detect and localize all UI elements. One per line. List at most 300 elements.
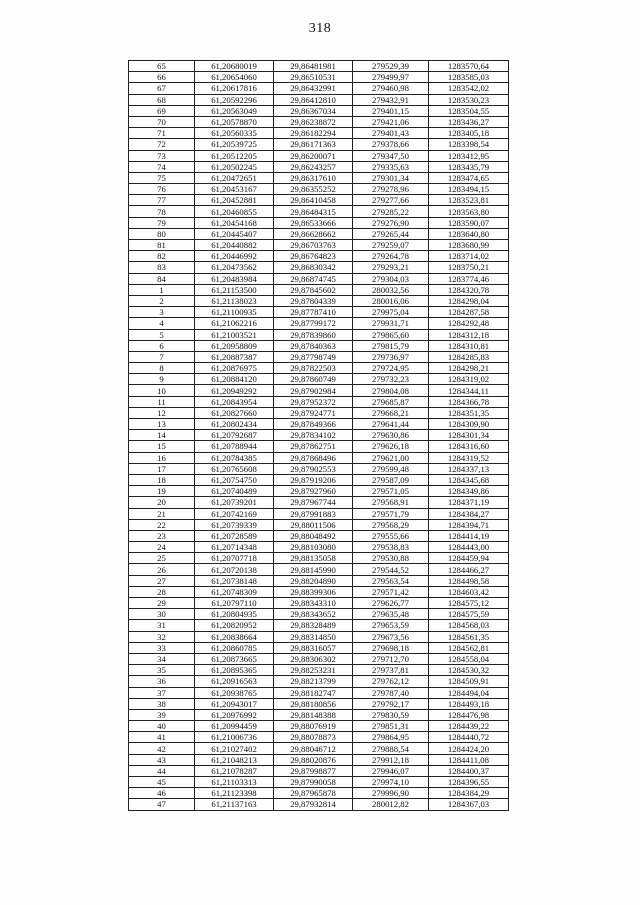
longitude-cell: 29,88135058	[274, 553, 353, 564]
y-coordinate-cell: 1284316,60	[429, 441, 509, 452]
table-row	[129, 72, 509, 83]
point-number-cell: 32	[129, 631, 195, 642]
longitude-cell: 29,88316057	[274, 642, 353, 653]
x-coordinate-cell: 279653,59	[353, 620, 429, 631]
y-coordinate-cell: 1283585,03	[429, 72, 509, 83]
x-coordinate-cell: 279555,66	[353, 530, 429, 541]
x-coordinate-cell: 279301,34	[353, 172, 429, 183]
y-coordinate-cell: 1283680,99	[429, 240, 509, 251]
table-row	[129, 128, 509, 139]
point-number-cell: 28	[129, 586, 195, 597]
point-number-cell: 34	[129, 653, 195, 664]
longitude-cell: 29,86830342	[274, 262, 353, 273]
longitude-cell: 29,87967744	[274, 497, 353, 508]
y-coordinate-cell: 1284351,35	[429, 407, 509, 418]
table-row	[129, 609, 509, 620]
point-number-cell: 66	[129, 72, 195, 83]
x-coordinate-cell: 279544,52	[353, 564, 429, 575]
latitude-cell: 61,20454168	[195, 217, 274, 228]
latitude-cell: 61,20502245	[195, 161, 274, 172]
point-number-cell: 23	[129, 530, 195, 541]
table-row	[129, 363, 509, 374]
longitude-cell: 29,86533666	[274, 217, 353, 228]
longitude-cell: 29,87822503	[274, 363, 353, 374]
point-number-cell: 65	[129, 61, 195, 72]
longitude-cell: 29,88306302	[274, 653, 353, 664]
point-number-cell: 69	[129, 105, 195, 116]
table-row	[129, 575, 509, 586]
point-number-cell: 79	[129, 217, 195, 228]
latitude-cell: 61,20958809	[195, 340, 274, 351]
longitude-cell: 29,87965878	[274, 788, 353, 799]
latitude-cell: 61,20483984	[195, 273, 274, 284]
longitude-cell: 29,87998877	[274, 765, 353, 776]
point-number-cell: 5	[129, 329, 195, 340]
longitude-cell: 29,87787410	[274, 307, 353, 318]
point-number-cell: 40	[129, 721, 195, 732]
longitude-cell: 29,87798749	[274, 351, 353, 362]
latitude-cell: 61,20740489	[195, 486, 274, 497]
latitude-cell: 61,20739339	[195, 519, 274, 530]
table-row	[129, 61, 509, 72]
y-coordinate-cell: 1284337,13	[429, 463, 509, 474]
x-coordinate-cell: 279276,90	[353, 217, 429, 228]
point-number-cell: 77	[129, 195, 195, 206]
longitude-cell: 29,87804339	[274, 295, 353, 306]
x-coordinate-cell: 279712,70	[353, 653, 429, 664]
table-row	[129, 262, 509, 273]
latitude-cell: 61,20473562	[195, 262, 274, 273]
latitude-cell: 61,20714348	[195, 542, 274, 553]
y-coordinate-cell: 1284371,19	[429, 497, 509, 508]
longitude-cell: 29,87799172	[274, 318, 353, 329]
y-coordinate-cell: 1284320,78	[429, 284, 509, 295]
point-number-cell: 78	[129, 206, 195, 217]
x-coordinate-cell: 279265,44	[353, 228, 429, 239]
longitude-cell: 29,86243257	[274, 161, 353, 172]
x-coordinate-cell: 279347,50	[353, 150, 429, 161]
table-row	[129, 195, 509, 206]
longitude-cell: 29,88328489	[274, 620, 353, 631]
longitude-cell: 29,87862751	[274, 441, 353, 452]
longitude-cell: 29,86317610	[274, 172, 353, 183]
x-coordinate-cell: 279912,18	[353, 754, 429, 765]
x-coordinate-cell: 279787,40	[353, 687, 429, 698]
x-coordinate-cell: 279851,31	[353, 721, 429, 732]
y-coordinate-cell: 1284509,91	[429, 676, 509, 687]
y-coordinate-cell: 1284367,03	[429, 799, 509, 810]
x-coordinate-cell: 279563,54	[353, 575, 429, 586]
longitude-cell: 29,86367034	[274, 105, 353, 116]
longitude-cell: 29,87849366	[274, 419, 353, 430]
latitude-cell: 61,20440882	[195, 240, 274, 251]
table-row	[129, 240, 509, 251]
y-coordinate-cell: 1284558,04	[429, 653, 509, 664]
table-row	[129, 139, 509, 150]
longitude-cell: 29,87839860	[274, 329, 353, 340]
longitude-cell: 29,86171363	[274, 139, 353, 150]
x-coordinate-cell: 279432,91	[353, 94, 429, 105]
point-number-cell: 82	[129, 251, 195, 262]
latitude-cell: 61,21123398	[195, 788, 274, 799]
point-number-cell: 44	[129, 765, 195, 776]
latitude-cell: 61,20792687	[195, 430, 274, 441]
latitude-cell: 61,21138023	[195, 295, 274, 306]
longitude-cell: 29,86238872	[274, 116, 353, 127]
table-row	[129, 598, 509, 609]
x-coordinate-cell: 279401,43	[353, 128, 429, 139]
point-number-cell: 7	[129, 351, 195, 362]
table-row	[129, 709, 509, 720]
latitude-cell: 61,20788944	[195, 441, 274, 452]
longitude-cell: 29,86481981	[274, 61, 353, 72]
y-coordinate-cell: 1283504,55	[429, 105, 509, 116]
x-coordinate-cell: 280032,56	[353, 284, 429, 295]
longitude-cell: 29,86432991	[274, 83, 353, 94]
longitude-cell: 29,87990058	[274, 777, 353, 788]
x-coordinate-cell: 279724,95	[353, 363, 429, 374]
longitude-cell: 29,86628662	[274, 228, 353, 239]
y-coordinate-cell: 1283436,27	[429, 116, 509, 127]
x-coordinate-cell: 279975,04	[353, 307, 429, 318]
point-number-cell: 13	[129, 419, 195, 430]
point-number-cell: 6	[129, 340, 195, 351]
x-coordinate-cell: 279946,07	[353, 765, 429, 776]
point-number-cell: 84	[129, 273, 195, 284]
point-number-cell: 12	[129, 407, 195, 418]
point-number-cell: 20	[129, 497, 195, 508]
x-coordinate-cell: 279571,79	[353, 508, 429, 519]
y-coordinate-cell: 1284411,08	[429, 754, 509, 765]
point-number-cell: 8	[129, 363, 195, 374]
latitude-cell: 61,20938765	[195, 687, 274, 698]
coordinates-table	[128, 60, 509, 811]
table-row	[129, 83, 509, 94]
x-coordinate-cell: 279864,95	[353, 732, 429, 743]
latitude-cell: 61,21137163	[195, 799, 274, 810]
table-row	[129, 754, 509, 765]
table-row	[129, 295, 509, 306]
y-coordinate-cell: 1284344,11	[429, 385, 509, 396]
y-coordinate-cell: 1284494,04	[429, 687, 509, 698]
point-number-cell: 25	[129, 553, 195, 564]
point-number-cell: 16	[129, 452, 195, 463]
y-coordinate-cell: 1284568,03	[429, 620, 509, 631]
y-coordinate-cell: 1283412,95	[429, 150, 509, 161]
y-coordinate-cell: 1284285,83	[429, 351, 509, 362]
y-coordinate-cell: 1283570,64	[429, 61, 509, 72]
x-coordinate-cell: 279685,87	[353, 396, 429, 407]
y-coordinate-cell: 1283750,21	[429, 262, 509, 273]
y-coordinate-cell: 1284394,71	[429, 519, 509, 530]
table-row	[129, 642, 509, 653]
latitude-cell: 61,20860785	[195, 642, 274, 653]
y-coordinate-cell: 1284562,81	[429, 642, 509, 653]
y-coordinate-cell: 1283435,79	[429, 161, 509, 172]
table-row	[129, 542, 509, 553]
x-coordinate-cell: 279277,66	[353, 195, 429, 206]
y-coordinate-cell: 1283640,80	[429, 228, 509, 239]
table-row	[129, 116, 509, 127]
longitude-cell: 29,88343652	[274, 609, 353, 620]
longitude-cell: 29,87860749	[274, 374, 353, 385]
longitude-cell: 29,87868496	[274, 452, 353, 463]
latitude-cell: 61,21153500	[195, 284, 274, 295]
latitude-cell: 61,20445407	[195, 228, 274, 239]
point-number-cell: 43	[129, 754, 195, 765]
latitude-cell: 61,20748309	[195, 586, 274, 597]
y-coordinate-cell: 1283774,46	[429, 273, 509, 284]
longitude-cell: 29,88048492	[274, 530, 353, 541]
x-coordinate-cell: 279599,48	[353, 463, 429, 474]
latitude-cell: 61,20994459	[195, 721, 274, 732]
table-row	[129, 385, 509, 396]
point-number-cell: 35	[129, 665, 195, 676]
point-number-cell: 15	[129, 441, 195, 452]
x-coordinate-cell: 279460,98	[353, 83, 429, 94]
latitude-cell: 61,20446992	[195, 251, 274, 262]
table-row	[129, 676, 509, 687]
table-row	[129, 340, 509, 351]
longitude-cell: 29,88046712	[274, 743, 353, 754]
point-number-cell: 46	[129, 788, 195, 799]
y-coordinate-cell: 1283530,23	[429, 94, 509, 105]
table-row	[129, 329, 509, 340]
latitude-cell: 61,20742169	[195, 508, 274, 519]
table-row	[129, 150, 509, 161]
longitude-cell: 29,88011506	[274, 519, 353, 530]
point-number-cell: 83	[129, 262, 195, 273]
x-coordinate-cell: 279401,15	[353, 105, 429, 116]
table-row	[129, 419, 509, 430]
point-number-cell: 30	[129, 609, 195, 620]
y-coordinate-cell: 1284575,12	[429, 598, 509, 609]
longitude-cell: 29,87845602	[274, 284, 353, 295]
latitude-cell: 61,20707718	[195, 553, 274, 564]
longitude-cell: 29,88314850	[274, 631, 353, 642]
table-row	[129, 474, 509, 485]
y-coordinate-cell: 1284603,42	[429, 586, 509, 597]
latitude-cell: 61,20843954	[195, 396, 274, 407]
x-coordinate-cell: 279762,12	[353, 676, 429, 687]
x-coordinate-cell: 279335,63	[353, 161, 429, 172]
latitude-cell: 61,20916563	[195, 676, 274, 687]
point-number-cell: 18	[129, 474, 195, 485]
point-number-cell: 76	[129, 184, 195, 195]
table-row	[129, 94, 509, 105]
page-number: 318	[308, 21, 332, 36]
y-coordinate-cell: 1284345,68	[429, 474, 509, 485]
point-number-cell: 27	[129, 575, 195, 586]
point-number-cell: 81	[129, 240, 195, 251]
y-coordinate-cell: 1284459,94	[429, 553, 509, 564]
latitude-cell: 61,20797110	[195, 598, 274, 609]
table-row	[129, 508, 509, 519]
table-row	[129, 172, 509, 183]
longitude-cell: 29,86764823	[274, 251, 353, 262]
y-coordinate-cell: 1284493,18	[429, 698, 509, 709]
table-row	[129, 217, 509, 228]
longitude-cell: 29,88399306	[274, 586, 353, 597]
longitude-cell: 29,87902984	[274, 385, 353, 396]
latitude-cell: 61,20512205	[195, 150, 274, 161]
table-row	[129, 441, 509, 452]
y-coordinate-cell: 1283590,07	[429, 217, 509, 228]
point-number-cell: 74	[129, 161, 195, 172]
point-number-cell: 24	[129, 542, 195, 553]
latitude-cell: 61,20578870	[195, 116, 274, 127]
table-row	[129, 307, 509, 318]
longitude-cell: 29,87834102	[274, 430, 353, 441]
y-coordinate-cell: 1284292,48	[429, 318, 509, 329]
x-coordinate-cell: 279587,09	[353, 474, 429, 485]
x-coordinate-cell: 279974,10	[353, 777, 429, 788]
longitude-cell: 29,88078873	[274, 732, 353, 743]
table-row	[129, 284, 509, 295]
longitude-cell: 29,86355252	[274, 184, 353, 195]
y-coordinate-cell: 1284400,37	[429, 765, 509, 776]
point-number-cell: 41	[129, 732, 195, 743]
y-coordinate-cell: 1284319,52	[429, 452, 509, 463]
point-number-cell: 21	[129, 508, 195, 519]
x-coordinate-cell: 279804,08	[353, 385, 429, 396]
latitude-cell: 61,20460855	[195, 206, 274, 217]
table-row	[129, 653, 509, 664]
x-coordinate-cell: 280012,82	[353, 799, 429, 810]
table-row	[129, 184, 509, 195]
y-coordinate-cell: 1284396,55	[429, 777, 509, 788]
table-row	[129, 530, 509, 541]
y-coordinate-cell: 1284384,27	[429, 508, 509, 519]
point-number-cell: 68	[129, 94, 195, 105]
longitude-cell: 29,86200071	[274, 150, 353, 161]
latitude-cell: 61,21100935	[195, 307, 274, 318]
point-number-cell: 1	[129, 284, 195, 295]
table-row	[129, 407, 509, 418]
table-row	[129, 273, 509, 284]
table-row	[129, 396, 509, 407]
point-number-cell: 19	[129, 486, 195, 497]
table-row	[129, 698, 509, 709]
latitude-cell: 61,20754750	[195, 474, 274, 485]
table-row	[129, 564, 509, 575]
x-coordinate-cell: 279530,88	[353, 553, 429, 564]
x-coordinate-cell: 279568,91	[353, 497, 429, 508]
y-coordinate-cell: 1284298,04	[429, 295, 509, 306]
table-row	[129, 788, 509, 799]
longitude-cell: 29,88253231	[274, 665, 353, 676]
point-number-cell: 67	[129, 83, 195, 94]
table-row	[129, 631, 509, 642]
y-coordinate-cell: 1284309,90	[429, 419, 509, 430]
latitude-cell: 61,20784385	[195, 452, 274, 463]
x-coordinate-cell: 279737,81	[353, 665, 429, 676]
x-coordinate-cell: 279293,21	[353, 262, 429, 273]
y-coordinate-cell: 1284440,72	[429, 732, 509, 743]
y-coordinate-cell: 1284575,59	[429, 609, 509, 620]
table-row	[129, 228, 509, 239]
table-row	[129, 732, 509, 743]
latitude-cell: 61,21062216	[195, 318, 274, 329]
table-row	[129, 318, 509, 329]
latitude-cell: 61,20738148	[195, 575, 274, 586]
longitude-cell: 29,86412810	[274, 94, 353, 105]
table-row	[129, 553, 509, 564]
latitude-cell: 61,20949292	[195, 385, 274, 396]
longitude-cell: 29,88180856	[274, 698, 353, 709]
longitude-cell: 29,86182294	[274, 128, 353, 139]
longitude-cell: 29,88182747	[274, 687, 353, 698]
latitude-cell: 61,20943017	[195, 698, 274, 709]
y-coordinate-cell: 1284561,35	[429, 631, 509, 642]
point-number-cell: 14	[129, 430, 195, 441]
point-number-cell: 38	[129, 698, 195, 709]
y-coordinate-cell: 1283494,15	[429, 184, 509, 195]
latitude-cell: 61,20895365	[195, 665, 274, 676]
table-row	[129, 497, 509, 508]
x-coordinate-cell: 279931,71	[353, 318, 429, 329]
latitude-cell: 61,20802434	[195, 419, 274, 430]
y-coordinate-cell: 1284530,32	[429, 665, 509, 676]
coordinates-table-body	[129, 61, 509, 811]
point-number-cell: 31	[129, 620, 195, 631]
y-coordinate-cell: 1284287,58	[429, 307, 509, 318]
point-number-cell: 37	[129, 687, 195, 698]
point-number-cell: 73	[129, 150, 195, 161]
x-coordinate-cell: 279736,97	[353, 351, 429, 362]
latitude-cell: 61,21006736	[195, 732, 274, 743]
latitude-cell: 61,20976992	[195, 709, 274, 720]
point-number-cell: 10	[129, 385, 195, 396]
latitude-cell: 61,20539725	[195, 139, 274, 150]
longitude-cell: 29,86703763	[274, 240, 353, 251]
table-row	[129, 463, 509, 474]
table-row	[129, 105, 509, 116]
x-coordinate-cell: 279732,23	[353, 374, 429, 385]
table-row	[129, 206, 509, 217]
longitude-cell: 29,88213799	[274, 676, 353, 687]
y-coordinate-cell: 1284424,20	[429, 743, 509, 754]
point-number-cell: 2	[129, 295, 195, 306]
y-coordinate-cell: 1284443,00	[429, 542, 509, 553]
y-coordinate-cell: 1284384,29	[429, 788, 509, 799]
y-coordinate-cell: 1284310,81	[429, 340, 509, 351]
y-coordinate-cell: 1283523,81	[429, 195, 509, 206]
table-row	[129, 486, 509, 497]
table-row	[129, 665, 509, 676]
x-coordinate-cell: 279538,83	[353, 542, 429, 553]
x-coordinate-cell: 279571,05	[353, 486, 429, 497]
longitude-cell: 29,86874745	[274, 273, 353, 284]
y-coordinate-cell: 1283474,65	[429, 172, 509, 183]
latitude-cell: 61,20873665	[195, 653, 274, 664]
latitude-cell: 61,20654060	[195, 72, 274, 83]
y-coordinate-cell: 1283398,54	[429, 139, 509, 150]
latitude-cell: 61,20720138	[195, 564, 274, 575]
x-coordinate-cell: 279499,97	[353, 72, 429, 83]
latitude-cell: 61,20592296	[195, 94, 274, 105]
x-coordinate-cell: 279304,03	[353, 273, 429, 284]
table-row	[129, 351, 509, 362]
table-row	[129, 519, 509, 530]
table-row	[129, 777, 509, 788]
table-row	[129, 721, 509, 732]
latitude-cell: 61,20560335	[195, 128, 274, 139]
table-row	[129, 586, 509, 597]
longitude-cell: 29,87952372	[274, 396, 353, 407]
x-coordinate-cell: 279865,60	[353, 329, 429, 340]
latitude-cell: 61,20728589	[195, 530, 274, 541]
